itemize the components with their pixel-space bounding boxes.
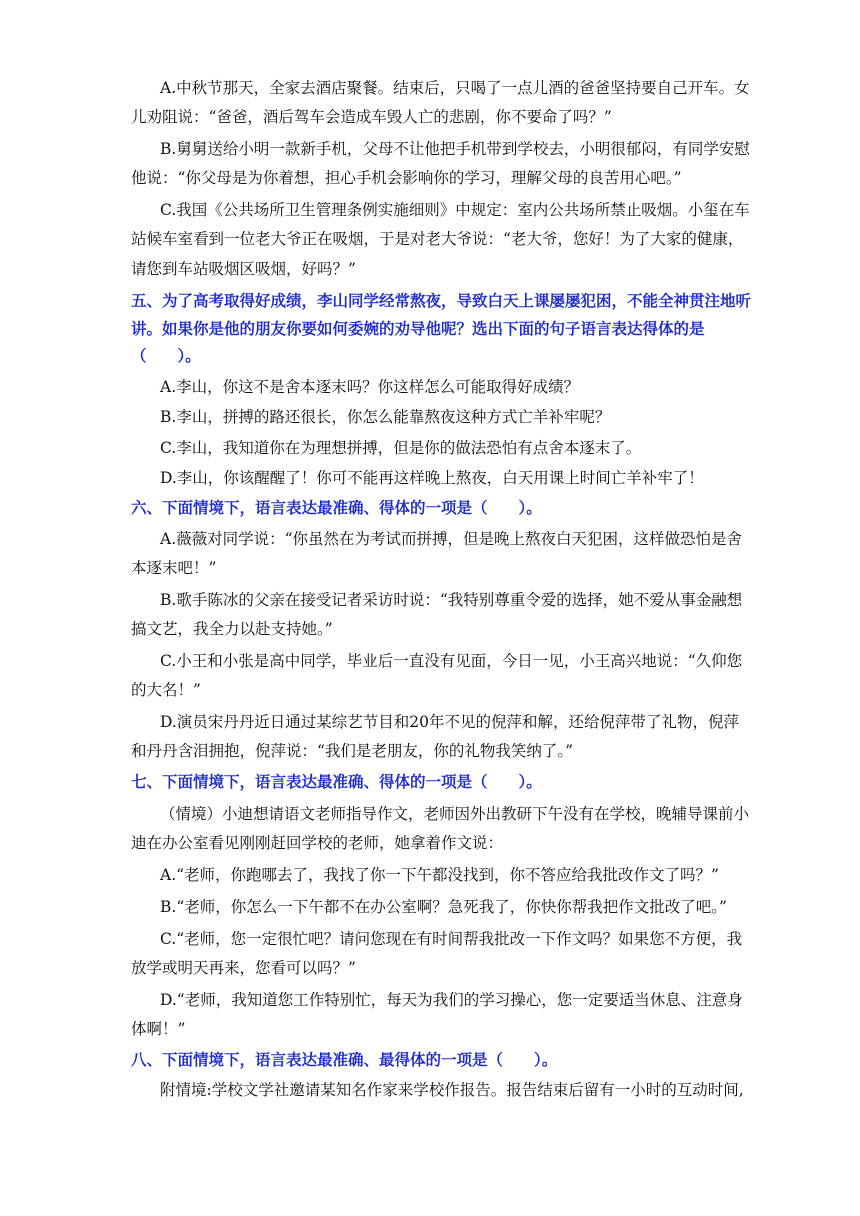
q7-option-b: B.“老师，你怎么一下午都不在办公室啊？急死我了，你快你帮我把作文批改了吧。” bbox=[160, 898, 727, 916]
option-c-line-1: C.我国《公共场所卫生管理条例实施细则》中规定：室内公共场所禁止吸烟。小玺在车 bbox=[160, 201, 750, 219]
q6-option-c-line-1: C.小王和小张是高中同学，毕业后一直没有见面，今日一见，小王高兴地说：“久仰您 bbox=[160, 652, 743, 670]
option-c-line-3: 请您到车站吸烟区吸烟，好吗？” bbox=[131, 260, 356, 278]
q5-option-c: C.李山，我知道你在为理想拼搏，但是你的做法恐怕有点舍本逐末了。 bbox=[160, 439, 642, 457]
question-5-line-2: 讲。如果你是他的朋友你要如何委婉的劝导他呢？选出下面的句子语言表达得体的是 bbox=[131, 320, 705, 338]
q6-option-b-line-1: B.歌手陈冰的父亲在接受记者采访时说：“我特别尊重令爱的选择，她不爱从事金融想 bbox=[160, 591, 743, 609]
q6-option-d-line-2: 和丹丹含泪拥抱，倪萍说：“我们是老朋友，你的礼物我笑纳了。” bbox=[131, 742, 574, 760]
q6-option-d-line-1: D.演员宋丹丹近日通过某综艺节目和20年不见的倪萍和解，还给倪萍带了礼物，倪萍 bbox=[160, 713, 740, 731]
question-5-line-3: （ ）。 bbox=[131, 347, 201, 365]
option-b-line-2: 他说：“你父母是为你着想，担心手机会影响你的学习，理解父母的良苦用心吧。” bbox=[131, 169, 682, 187]
option-a-line-2: 儿劝阻说：“爸爸，酒后驾车会造成车毁人亡的悲剧，你不要命了吗？” bbox=[131, 108, 612, 126]
q7-option-c-line-2: 放学或明天再来，您看可以吗？” bbox=[131, 959, 356, 977]
q6-option-a-line-1: A.薇薇对同学说：“你虽然在为考试而拼搏，但是晚上熬夜白天犯困，这样做恐怕是舍 bbox=[160, 530, 743, 548]
q7-context-line-2: 迪在办公室看见刚刚赶回学校的老师，她拿着作文说： bbox=[131, 834, 504, 852]
question-6: 六、下面情境下，语言表达最准确、得体的一项是（ ）。 bbox=[131, 499, 542, 517]
q7-context-line-1: （情境）小迪想请语文老师指导作文，老师因外出教研下午没有在学校，晚辅导课前小 bbox=[160, 805, 750, 823]
question-5-line-1: 五、为了高考取得好成绩，李山同学经常熬夜，导致白天上课屡屡犯困，不能全神贯注地听 bbox=[131, 292, 752, 310]
question-8: 八、下面情境下，语言表达最准确、最得体的一项是（ ）。 bbox=[131, 1051, 558, 1069]
option-a-line-1: A.中秋节那天，全家去酒店聚餐。结束后，只喝了一点儿酒的爸爸坚持要自己开车。女 bbox=[160, 79, 750, 97]
q5-option-a: A.李山，你这不是舍本逐末吗？你这样怎么可能取得好成绩？ bbox=[160, 378, 580, 396]
q7-option-d-line-2: 体啊！” bbox=[131, 1020, 186, 1038]
q8-context-line-1: 附情境:学校文学社邀请某知名作家来学校作报告。报告结束后留有一小时的互动时间, bbox=[160, 1081, 744, 1099]
q7-option-a: A.“老师，你跑哪去了，我找了你一下午都没找到，你不答应给我批改作文了吗？” bbox=[160, 866, 719, 884]
option-c-line-2: 站候车室看到一位老大爷正在吸烟，于是对老大爷说：“老大爷，您好！为了大家的健康， bbox=[131, 230, 744, 248]
q5-option-b: B.李山，拼搏的路还很长，你怎么能靠熬夜这种方式亡羊补牢呢？ bbox=[160, 408, 611, 426]
question-7: 七、下面情境下，语言表达最准确、得体的一项是（ ）。 bbox=[131, 773, 542, 791]
q6-option-b-line-2: 搞文艺，我全力以赴支持她。” bbox=[131, 620, 333, 638]
q7-option-c-line-1: C.“老师，您一定很忙吧？请问您现在有时间帮我批改一下作文吗？如果您不方便，我 bbox=[160, 930, 743, 948]
q6-option-c-line-2: 的大名！” bbox=[131, 681, 201, 699]
q5-option-d: D.李山，你该醒醒了！你可不能再这样晚上熬夜，白天用课上时间亡羊补牢了！ bbox=[160, 469, 704, 487]
q7-option-d-line-1: D.“老师，我知道您工作特别忙，每天为我们的学习操心，您一定要适当休息、注意身 bbox=[160, 991, 743, 1009]
q6-option-a-line-2: 本逐末吧！” bbox=[131, 559, 217, 577]
option-b-line-1: B.舅舅送给小明一款新手机，父母不让他把手机带到学校去，小明很郁闷，有同学安慰 bbox=[160, 140, 750, 158]
